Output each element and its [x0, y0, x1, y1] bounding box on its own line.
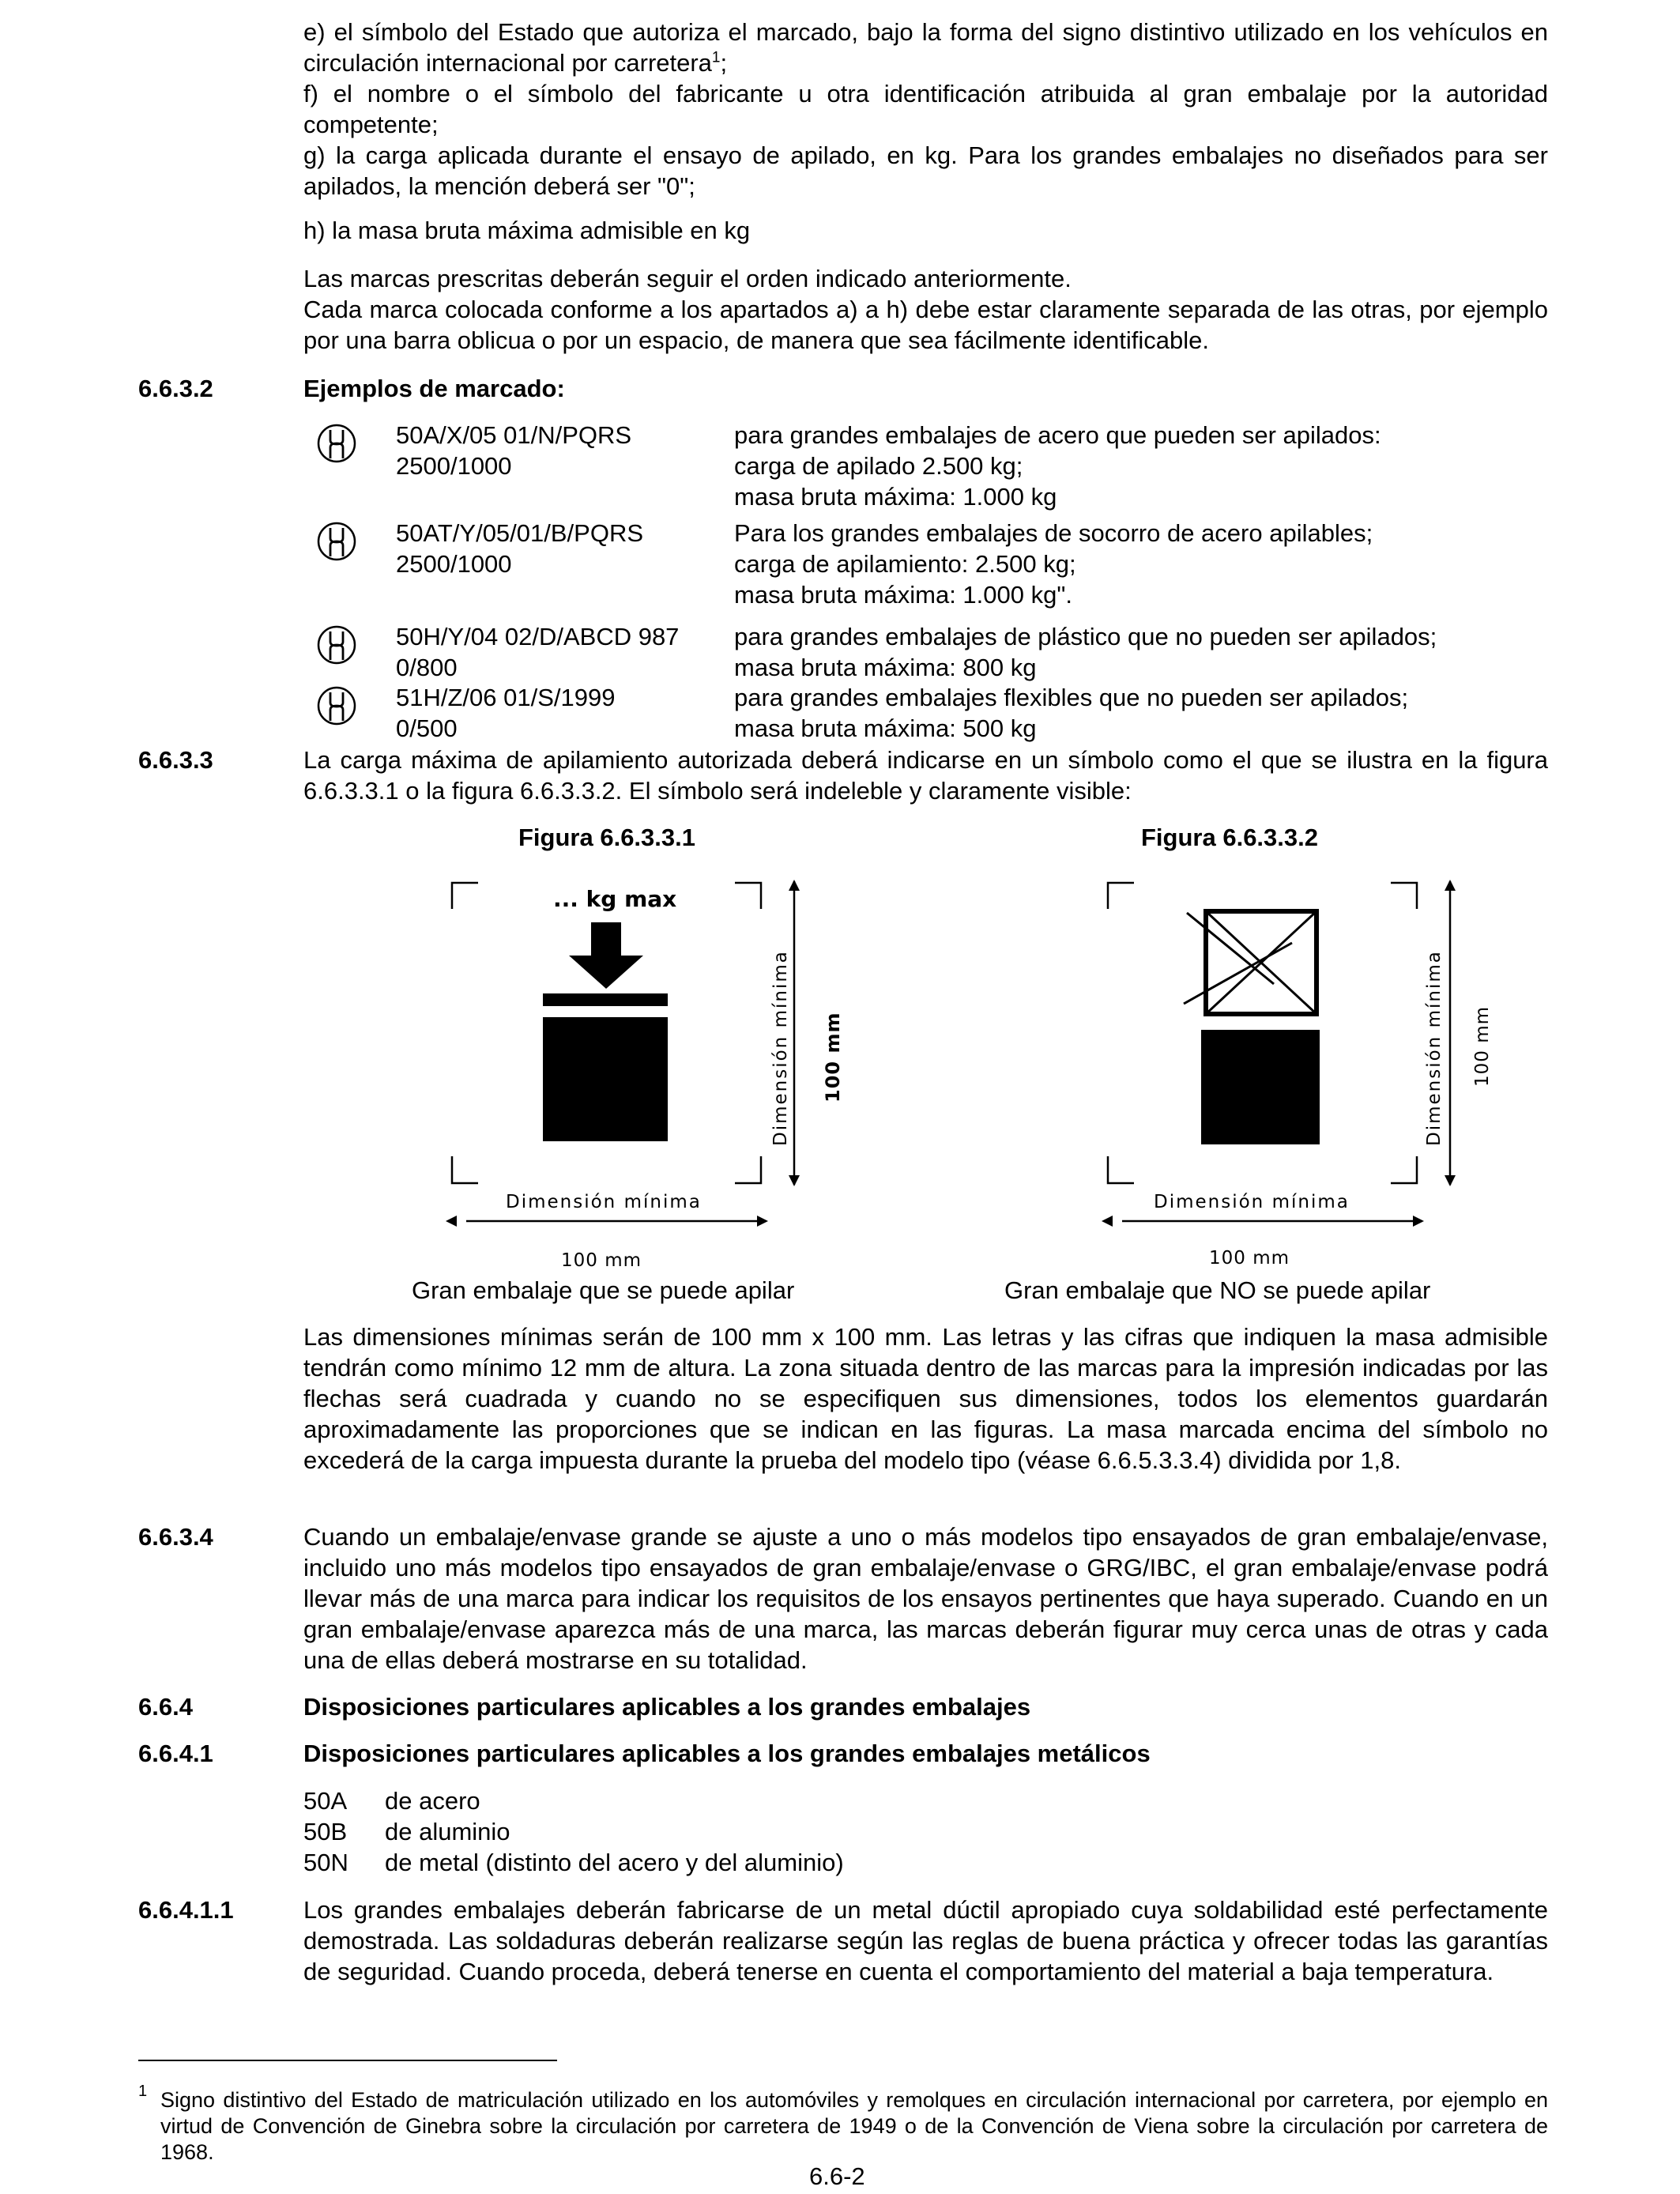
kg-max-label: ... kg max [553, 886, 677, 912]
un-symbol-icon [316, 423, 357, 464]
figure-caption: Gran embalaje que NO se puede apilar [1004, 1276, 1431, 1304]
un-symbol-icon [316, 685, 357, 726]
item-h: h) la masa bruta máxima admisible en kg [303, 217, 751, 244]
marking-description: masa bruta máxima: 500 kg [734, 714, 1037, 742]
marking-code: 50A/X/05 01/N/PQRS [396, 421, 632, 449]
marking-code: 50H/Y/04 02/D/ABCD 987 [396, 623, 680, 650]
dimension-label: Dimensión mínima [1424, 950, 1445, 1146]
section-number: 6.6.3.2 [138, 375, 213, 402]
material-code: 50A [303, 1787, 348, 1815]
marking-description: para grandes embalajes de acero que pueden ser apilados: [734, 421, 1381, 449]
section-number: 6.6.4.1 [138, 1740, 213, 1767]
dimensions-paragraph: Las dimensiones mínimas serán de 100 mm x 100 mm. Las letras y las cifras que indiquen la masa admisible tendrán como mínimo 12 mm de altura. La zona situada dentro de las marcas para la impresión indicadas por las flechas será cuadrada y cuando no se especifiquen sus dimensiones, todos los elementos guardarán aproximadamente las proporciones que se indican en las figuras. La masa marcada encima del símbolo no excederá de la carga impuesta durante la prueba del modelo tipo (véase 6.6.5.3.3.4) dividida por 1,8. [303, 1323, 1548, 1474]
section-title: Ejemplos de marcado: [303, 375, 565, 402]
marking-description: para grandes embalajes de plástico que no pueden ser apilados; [734, 623, 1437, 650]
marking-description: para grandes embalajes flexibles que no pueden ser apilados; [734, 684, 1409, 711]
marking-code: 0/800 [396, 654, 458, 681]
dimension-value: 100 mm [1472, 1005, 1493, 1087]
section-paragraph: La carga máxima de apilamiento autorizada deberá indicarse en un símbolo como el que se ilustra en la figura 6.6.3.3.1 o la figura 6.6.3.3.2. El símbolo será indeleble y claramente visible: [303, 746, 1548, 805]
section-number: 6.6.3.3 [138, 746, 213, 774]
un-symbol-icon [316, 624, 357, 665]
material-code: 50B [303, 1818, 348, 1845]
section-number: 6.6.4 [138, 1693, 193, 1721]
figure-not-stackable [1098, 873, 1493, 1276]
marking-description: carga de apilado 2.500 kg; [734, 452, 1023, 480]
material-desc: de aluminio [385, 1818, 510, 1845]
material-code: 50N [303, 1849, 348, 1876]
marking-code: 2500/1000 [396, 550, 512, 578]
material-desc: de metal (distinto del acero y del aluminio) [385, 1849, 844, 1876]
dimension-label: Dimensión mínima [506, 1192, 702, 1212]
section-number: 6.6.4.1.1 [138, 1896, 234, 1924]
material-desc: de acero [385, 1787, 480, 1815]
marking-description: carga de apilamiento: 2.500 kg; [734, 550, 1076, 578]
marking-description: masa bruta máxima: 1.000 kg [734, 483, 1057, 511]
marking-code: 2500/1000 [396, 452, 512, 480]
marking-code: 50AT/Y/05/01/B/PQRS [396, 519, 644, 547]
footnote: Signo distintivo del Estado de matriculación utilizado en los automóviles y remolques en circulación internacional por carretera, por ejemplo en virtud de Convención de Ginebra sobre la circulación por carretera de 1949 o de la Convención de Viena sobre la circulación por carretera de 1968. [160, 2088, 1548, 2164]
marking-description: masa bruta máxima: 1.000 kg". [734, 581, 1072, 609]
item-e: e) el símbolo del Estado que autoriza el marcado, bajo la forma del signo distintivo utilizado en los vehículos en circulación internacional por carretera$^1$; [303, 18, 1548, 77]
footnote-divider [138, 2060, 557, 2061]
marking-description: Para los grandes embalajes de socorro de acero apilables; [734, 519, 1373, 547]
separation-paragraph: Cada marca colocada conforme a los apartados a) a h) debe estar claramente separada de las otras, por ejemplo por una barra oblicua o por un espacio, de manera que sea fácilmente identificable. [303, 296, 1548, 354]
dimension-value: 100 mm [1209, 1248, 1290, 1269]
section-title: Disposiciones particulares aplicables a los grandes embalajes metálicos [303, 1740, 1151, 1767]
dimension-value: 100 mm [561, 1250, 642, 1271]
page-number: 6.6-2 [809, 2162, 865, 2190]
figure-stackable [443, 873, 844, 1276]
footnote-mark: 1 [138, 2083, 148, 2100]
section-title: Disposiciones particulares aplicables a los grandes embalajes [303, 1693, 1031, 1721]
figure-title: Figura 6.6.3.3.1 [518, 824, 695, 851]
marking-description: masa bruta máxima: 800 kg [734, 654, 1037, 681]
figure-title: Figura 6.6.3.3.2 [1141, 824, 1318, 851]
marking-code: 0/500 [396, 714, 458, 742]
item-f: f) el nombre o el símbolo del fabricante u otra identificación atribuida al gran embalaje por la autoridad competente; [303, 80, 1548, 138]
item-g: g) la carga aplicada durante el ensayo de apilado, en kg. Para los grandes embalajes no diseñados para ser apilados, la mención deberá ser "0"; [303, 141, 1548, 200]
figure-caption: Gran embalaje que se puede apilar [412, 1276, 795, 1304]
un-symbol-icon [316, 521, 357, 562]
section-number: 6.6.3.4 [138, 1523, 213, 1551]
order-paragraph: Las marcas prescritas deberán seguir el orden indicado anteriormente. [303, 265, 1072, 292]
dimension-value: 100 mm [822, 1012, 844, 1103]
dimension-label: Dimensión mínima [1154, 1192, 1350, 1212]
section-paragraph: Cuando un embalaje/envase grande se ajuste a uno o más modelos tipo ensayados de gran embalaje/envase, incluido uno más modelos tipo ensayados de gran embalaje/envase o GRG/IBC, el gran embalaje/envase podrá llevar más de una marca para indicar los requisitos de los ensayos pertinentes que haya superado. Cuando en un gran embalaje/envase aparezca más de una marca, las marcas deberán figurar muy cerca unas de otras y cada una de ellas deberá mostrarse en su totalidad. [303, 1523, 1548, 1674]
marking-code: 51H/Z/06 01/S/1999 [396, 684, 616, 711]
section-paragraph: Los grandes embalajes deberán fabricarse de un metal dúctil apropiado cuya soldabilidad esté perfectamente demostrada. Las soldaduras deberán realizarse según las reglas de buena práctica y ofrecer todas las garantías de seguridad. Cuando proceda, deberá tenerse en cuenta el comportamiento del material a baja temperatura. [303, 1896, 1548, 1985]
dimension-label: Dimensión mínima [770, 950, 791, 1146]
